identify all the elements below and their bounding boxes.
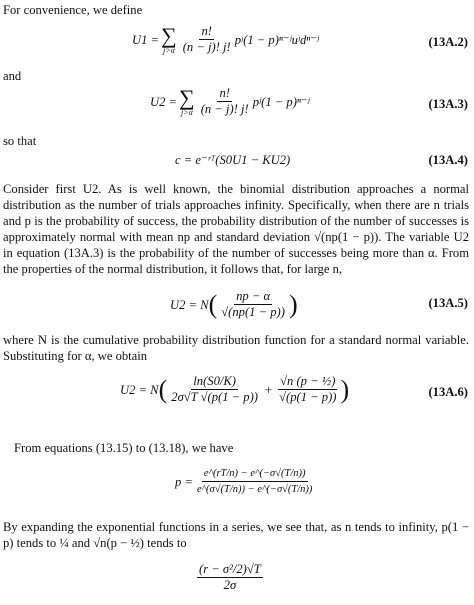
eq1-tail: pʲ(1 − p)ⁿ⁻ʲuʲdⁿ⁻ʲ (234, 32, 319, 47)
paragraph-2: where N is the cumulative probability distribution function for a standard normal variable. Substituting for α, we obtain (3, 333, 469, 363)
eq5-lhs: U2 = N (120, 382, 159, 397)
paragraph-4: By expanding the exponential functions in a series, we see that, as n tends to infinity, p(1 − p) tends to ¼ and √n(p − ½) tends to (3, 520, 469, 550)
equation-p (0, 462, 474, 510)
eq2-label: (13A.3) (428, 97, 468, 111)
eq5-label: (13A.6) (428, 385, 468, 399)
left-paren: ( (158, 374, 168, 404)
eq5-fraction-1: $\frac{\ln(S0/K)}{2\sigma√T √(p(1 - p))}$ (171, 374, 258, 404)
equation-13A5 (0, 285, 474, 327)
right-paren: ) (288, 289, 298, 319)
eq7-fraction: $\frac{\text{(r − σ²/2)√T}}{2\sigma}$ (199, 562, 261, 592)
equation-13A4 (0, 150, 474, 172)
paragraph-3: From equations (13.15) to (13.18), we have (14, 441, 234, 455)
paragraph-1: Consider first U2. As is well known, the binomial distribution approaches a normal distribution as the number of trials approaches infinity. Specifically, when there are n trials and p is the probability of success, the probability distribution of the number of successes is approximately normal with mean np and standard deviation √(np(1 − p)). The variable U2 in equation (13A.3) is the probability of the number of successes being more than α. From the properties of the normal distribution, it follows that, for large n, (3, 182, 469, 276)
eq4-lhs: U2 = N (170, 297, 209, 312)
eq4-fraction: $\frac{np - \alpha}{√(np(1 - p))}$ (221, 289, 285, 319)
eq1-lhs: U1 = (132, 32, 160, 47)
intro-text: For convenience, we define (3, 3, 143, 17)
eq6-lhs: p = (175, 474, 193, 489)
eq3-label: (13A.4) (428, 153, 468, 167)
left-paren: ( (208, 289, 218, 319)
equation-limit (0, 560, 474, 602)
equation-13A6 (0, 370, 474, 416)
sum-symbol: ∑ j>α (161, 22, 177, 55)
eq1-label: (13A.2) (428, 35, 468, 49)
eq3-body: c = e⁻ʳᵀ(S0U1 − KU2) (175, 153, 291, 167)
eq2-fraction: $\frac{n!}{(n - j)! j!}$ (200, 86, 249, 116)
eq2-tail: pʲ(1 − p)ⁿ⁻ʲ (252, 94, 310, 109)
eq5-fraction-2: $\frac{\text{√n (p − ½)}}{√(p(1 - p))}$ (279, 374, 337, 404)
so-that-text: so that (3, 134, 37, 148)
eq1-fraction: $\frac{n!}{(n - j)! j!}$ (182, 24, 231, 54)
eq6-fraction: $\frac{e\^{}(rT/n) - e\^{}(-\sigma√(T/n))}{e\^{}(\sigma√(T/n)) - e\^{}(-\sigma√(T/n))}$ (196, 468, 313, 495)
plus-sign: + (264, 382, 273, 397)
eq4-label: (13A.5) (428, 296, 468, 310)
sum-symbol: ∑ j>α (179, 84, 195, 117)
and-text: and (3, 69, 22, 83)
right-paren: ) (340, 374, 350, 404)
equation-13A2 (0, 20, 474, 66)
eq2-lhs: U2 = (150, 94, 178, 109)
equation-13A3 (0, 82, 474, 128)
